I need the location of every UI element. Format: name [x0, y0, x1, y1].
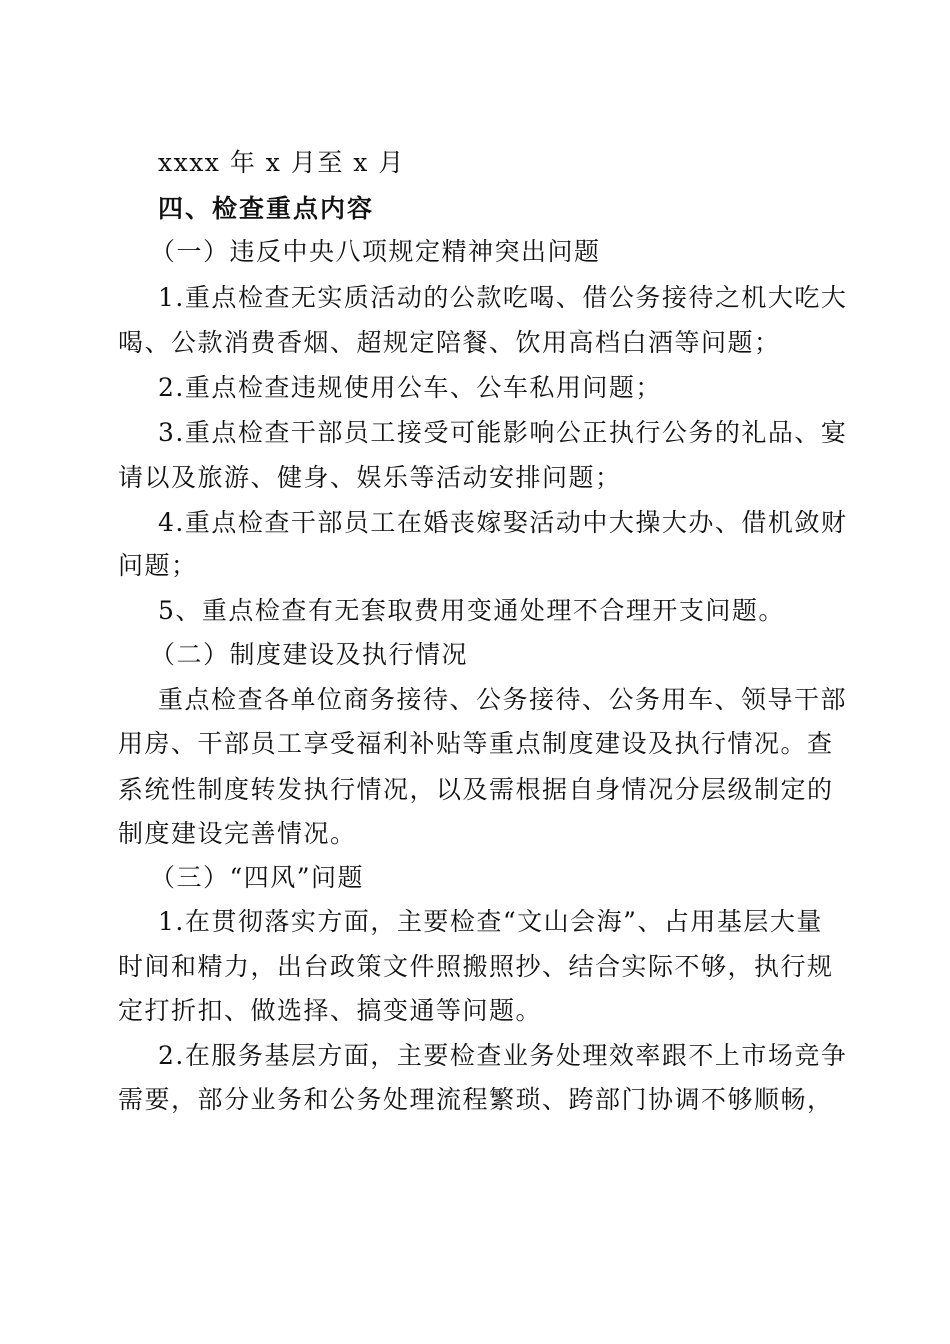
- paragraph-line: 5、重点检查有无套取费用变通处理不合理开支问题。: [158, 596, 785, 625]
- paragraph-line: 2.在服务基层方面，主要检查业务处理效率跟不上市场竞争: [158, 1041, 848, 1070]
- paragraph-line: 时间和精力，出台政策文件照搬照抄、结合实际不够，执行规: [118, 952, 834, 981]
- paragraph-line: 系统性制度转发执行情况，以及需根据自身情况分层级制定的: [118, 775, 834, 804]
- paragraph-line: 用房、干部员工享受福利补贴等重点制度建设及执行情况。查: [118, 729, 834, 758]
- paragraph-line: 1.在贯彻落实方面，主要检查“文山会海”、占用基层大量: [158, 907, 823, 936]
- subsection-title-2: （二）制度建设及执行情况: [150, 640, 469, 669]
- paragraph-line: 需要，部分业务和公务处理流程繁琐、跨部门协调不够顺畅，: [118, 1085, 834, 1114]
- paragraph-line: 问题；: [118, 551, 198, 580]
- paragraph-line: 定打折扣、做选择、搞变通等问题。: [118, 996, 543, 1025]
- paragraph-line: 请以及旅游、健身、娱乐等活动安排问题；: [118, 463, 622, 492]
- subsection-title-3: （三）“四风”问题: [150, 863, 365, 892]
- paragraph-line: 3.重点检查干部员工接受可能影响公正执行公务的礼品、宴: [158, 418, 848, 447]
- paragraph-line: 制度建设完善情况。: [118, 819, 357, 848]
- paragraph-line: 喝、公款消费香烟、超规定陪餐、饮用高档白酒等问题；: [118, 328, 781, 357]
- section-title: 四、检查重点内容: [158, 194, 375, 223]
- paragraph-line: 2.重点检查违规使用公车、公车私用问题；: [158, 373, 662, 402]
- paragraph-line: 4.重点检查干部员工在婚丧嫁娶活动中大操大办、借机敛财: [158, 508, 848, 537]
- paragraph-line: 1.重点检查无实质活动的公款吃喝、借公务接待之机大吃大: [158, 283, 848, 312]
- paragraph-line: 重点检查各单位商务接待、公务接待、公务用车、领导干部: [158, 685, 848, 714]
- date-range: xxxx 年 x 月至 x 月: [158, 148, 405, 177]
- subsection-title-1: （一）违反中央八项规定精神突出问题: [150, 237, 601, 266]
